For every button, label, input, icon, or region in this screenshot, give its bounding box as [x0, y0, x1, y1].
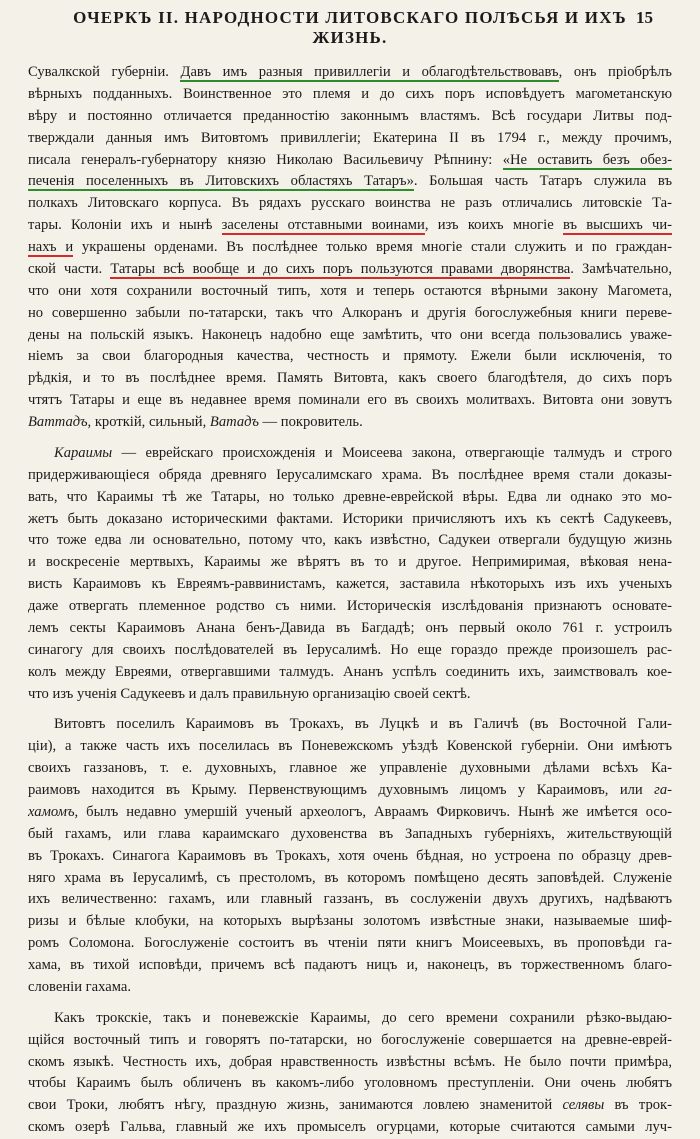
text-line: вать, что Караимы тѣ же Татары, но только древне-еврейской вѣры. Едва ли однако это мо-: [28, 488, 672, 505]
text-line: Ваттадъ, кроткій, сильный, Ватадъ — покровитель.: [28, 414, 363, 430]
text-line: бый гахамъ, или глава караимскаго духовенства въ Западныхъ губерніяхъ, жительствующій: [28, 825, 672, 842]
italic-term: селявы: [562, 1097, 605, 1114]
red-underline: заселены отставными воинами: [221, 217, 425, 234]
page-header: [0, 0, 700, 47]
text-line: Какъ трокскіе, такъ и поневежскіе Караимы, до сего времени сохранили рѣзко-выдаю-: [54, 1009, 672, 1026]
page-number: 15: [636, 8, 653, 27]
text-line: полкахъ Литовскаго корпуса. Въ рядахъ русскаго воинства не разъ отличались литовскіе Та-: [28, 195, 672, 212]
text-line: рѣдкія, и то въ послѣднее время. Память Витовта, какъ своего благодѣтеля, до сихъ поръ: [28, 370, 672, 387]
text-line: ромъ Соломона. Богослуженіе состоитъ въ чтеніи пяти книгъ Моисеевыхъ, въ проповѣди га-: [28, 935, 672, 952]
text-line: тары. Колоніи ихъ и нынѣ заселены отставными воинами, изъ коихъ многіе въ высшихъ чи-: [28, 217, 673, 234]
text-line: няго храма въ Іерусалимѣ, съ престоломъ, въ которомъ помѣщено десять заповѣдей. Служеніе: [28, 869, 672, 886]
text-line: скомъ языкѣ. Честность ихъ, добрая нравственность извѣстны всѣмъ. Не было почти примѣра,: [28, 1053, 672, 1070]
text-line: Сувалкской губерніи. Давъ имъ разныя привиллегіи и облагодѣтельствовавъ, онъ пріобрѣлъ: [28, 64, 672, 80]
text-line: ской части. Татары всѣ вообще и до сихъ поръ пользуются правами дворянства. Замѣчательно,: [28, 260, 672, 277]
text-line: въ Трокахъ. Синагога Караимовъ въ Трокахъ, хотя очень бѣдная, но устроена по образцу древ-: [28, 847, 672, 864]
italic-term: Ваттадъ: [28, 414, 88, 430]
text-line: что тоже едва ли основательно, потому что, какъ извѣстно, Садукеи отвергали будущую жизнь: [28, 532, 672, 549]
text-line: скомъ озерѣ Гальва, главный же ихъ промыселъ огурцами, которые считаются самыми луч-: [28, 1119, 672, 1136]
text-line: висть Караимовъ къ Евреямъ-раввинистамъ, кажется, заставила нѣкоторыхъ изъ ихъ ученыхъ: [28, 576, 672, 593]
text-line: свои Троки, любятъ нѣгу, праздную жизнь, занимаются ловлею знаменитой селявы въ трок-: [28, 1097, 672, 1114]
red-underline: въ высшихъ чи-: [562, 217, 673, 234]
text-line: раимовъ находится въ Крыму. Первенствующимъ духовнымъ лицомъ у Караимовъ, или га-: [28, 782, 672, 798]
text-line: щійся восточный типъ и говорятъ по-татарски, но богослуженіе совершается на древне-еврей-: [28, 1031, 672, 1048]
italic-term: хамомъ: [28, 803, 75, 820]
red-underline: нахъ и: [28, 239, 74, 255]
text-line: чтобы Караимъ былъ обличенъ въ какомъ-либо уголовномъ преступленіи. Они очень любятъ: [28, 1075, 672, 1092]
text-line: нахъ и украшены орденами. Въ послѣднее только время многіе стали служить и по граждан-: [28, 239, 672, 255]
text-line: писала генералъ-губернатору князю Николаю Васильевичу Рѣпнину: «Не оставить безъ обез-: [28, 151, 672, 168]
red-underline: Татары всѣ вообще и до сихъ поръ пользуются правами дворянства: [110, 260, 571, 277]
green-underline: Давъ имъ разныя привиллегіи и облагодѣтельствовавъ: [180, 64, 559, 80]
text-line: лемъ секты Караимовъ Анана бенъ-Давида въ Багдадѣ; онъ первый около 761 г. устроилъ: [28, 619, 672, 636]
text-line: тверждали данныя имъ Витовтомъ привиллегіи; Екатерина II въ 1794 г., между прочимъ,: [28, 129, 672, 146]
text-line: синагогу для своихъ послѣдователей въ Іерусалимѣ. Но еще гораздо прежде произошелъ рас-: [28, 641, 672, 658]
text-line: даже отвергать племенное родство съ ними. Историческія изслѣдованія признаютъ основате-: [28, 598, 672, 614]
text-line: ціи), а также часть ихъ поселилась въ Поневежскомъ уѣздѣ Ковенской губерніи. Они имѣютъ: [28, 738, 672, 755]
italic-term: Ватадъ: [209, 414, 259, 430]
text-line: Караимы — еврейскаго происхожденія и Моисеева закона, отвергающіе талмудъ и строго: [54, 444, 672, 461]
text-line: хама, въ тихой исповѣди, причемъ всѣ падаютъ ницъ и, наконецъ, въ торжественномъ благо-: [28, 957, 672, 973]
italic-term: Караимы: [54, 444, 113, 461]
text-line: вѣрныхъ подданныхъ. Воинственное это племя и до сихъ поръ исповѣдуетъ магометанскую: [28, 85, 672, 102]
text-line: вѣру и постоянно отличается преданностію законнымъ властямъ. Всѣ государи Литвы под-: [28, 107, 672, 124]
text-line: придерживающіеся обряда древняго Іерусалимскаго храма. Въ послѣднее время стали доказы-: [28, 466, 672, 483]
running-head: ОЧЕРКЪ II. НАРОДНОСТИ ЛИТОВСКАГО ПОЛѢСЬЯ И ИХЪ ЖИЗНЬ.: [73, 8, 627, 47]
text-line: печенія поселенныхъ въ Литовскихъ областяхъ Татаръ». Большая часть Татаръ служила въ: [28, 173, 672, 190]
text-line: словеніи гахама.: [28, 978, 131, 995]
text-line: ризы и бѣлые клобуки, на которыхъ вырѣзаны золотомъ извѣстные знаки, называемые шиф-: [28, 913, 672, 930]
text-line: Витовтъ поселилъ Караимовъ въ Трокахъ, въ Луцкѣ и въ Галичѣ (въ Восточной Гали-: [54, 716, 672, 733]
text-line: жетъ быть доказано историческими фактами. Историки причисляютъ ихъ къ сектѣ Садукеевъ,: [28, 510, 672, 527]
text-line: что они хотя сохранили восточный типъ, хотя и теперь остаются вѣрными закону Магомета,: [28, 282, 672, 299]
text-line: дены на польскій языкъ. Наконецъ надобно еще замѣтить, что они всегда пользовались уважe-: [28, 326, 672, 343]
text-line: хамомъ, былъ недавно умершій ученый археологъ, Авраамъ Фирковичъ. Нынѣ же имѣется осо-: [28, 803, 672, 820]
text-line: ихъ величественно: гахамъ, или главный газзанъ, въ сослуженіи двухъ другихъ, надѣваютъ: [28, 891, 672, 908]
text-line: и воскресеніе мертвыхъ, Караимы же вѣрятъ въ то и другое. Непримиримая, вѣковая нена-: [28, 554, 672, 571]
page-body: [28, 62, 672, 1139]
text-line: своихъ газзановъ, т. е. духовныхъ, главное же управленіе духовными дѣлами всѣхъ Ка-: [28, 760, 672, 777]
text-line: ніемъ за свои благородныя качества, честность и прямоту. Ежели были исключенія, то: [28, 348, 672, 365]
text-line: но совершенно забыли по-татарски, такъ что Алкоранъ и другія богослужебныя книги переве-: [28, 304, 672, 321]
text-line: что изъ ученія Садукеевъ и далъ правильную организацію своей сектѣ.: [28, 685, 471, 702]
italic-term: га-: [654, 782, 672, 798]
green-underline: «Не оставить безъ обез-: [502, 151, 672, 168]
text-line: чтятъ Татары и еще въ недавнее время поминали его въ своихъ молитвахъ. Витовта они зовутъ: [28, 392, 672, 409]
green-underline: печенія поселенныхъ въ Литовскихъ областяхъ Татаръ»: [28, 173, 414, 190]
text-line: колъ между Евреями, отвергавшими талмудъ. Ананъ успѣлъ соединить ихъ, заимствовалъ кое-: [28, 663, 672, 680]
